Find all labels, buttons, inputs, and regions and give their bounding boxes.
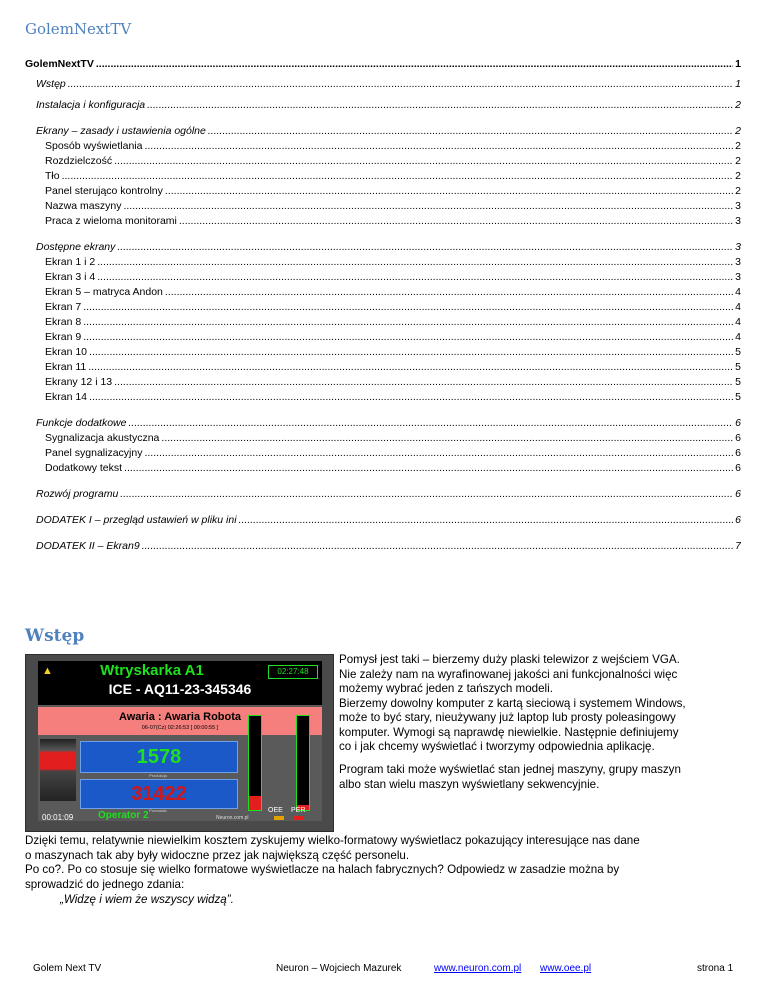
clock-display: 02:27:48 (268, 665, 318, 679)
toc-entry[interactable] (25, 300, 741, 315)
toc-dot-leader (165, 184, 733, 199)
toc-entry[interactable] (25, 57, 741, 72)
toc-entry[interactable] (25, 255, 741, 270)
alarm-banner (38, 707, 322, 735)
toc-entry[interactable] (25, 539, 741, 554)
footer-left: Golem Next TV (33, 963, 102, 974)
toc-entry-title: Rozwój programu (36, 488, 119, 500)
toc-entry-page: 4 (735, 286, 741, 298)
quote: „Widzę i wiem że wszyscy widzą”. (60, 893, 234, 906)
footer-page: strona 1 (697, 963, 734, 974)
toc-entry-title: Rozdzielczość (45, 155, 113, 167)
toc-entry-title: Ekran 8 (45, 316, 82, 328)
toc-entry[interactable] (25, 199, 741, 214)
toc-entry-page: 6 (735, 488, 741, 500)
toc-entry-page: 3 (735, 256, 741, 268)
toc-dot-leader (83, 315, 733, 330)
toc-entry[interactable] (25, 375, 741, 390)
toc-entry-page: 6 (735, 462, 741, 474)
toc-dot-leader (239, 513, 734, 528)
toc-entry-page: 5 (735, 391, 741, 403)
toc-entry[interactable] (25, 416, 741, 431)
toc-entry-title: DODATEK II – Ekran9 (36, 540, 140, 552)
operator-name: Operator 2 (98, 810, 149, 821)
toc-entry-title: Sygnalizacja akustyczna (45, 432, 160, 444)
toc-entry[interactable] (25, 285, 741, 300)
toc-entry-page: 2 (735, 155, 741, 167)
text-line: Nie zależy nam na wyrafinowanej jakości ani funkcjonalności więc (339, 667, 678, 681)
intro-paragraph (339, 653, 731, 755)
text-line: albo stan wielu maszyn wyświetlany sekwencyjnie. (339, 777, 600, 791)
toc-entry[interactable] (25, 487, 741, 502)
toc-entry-title: Panel sygnalizacyjny (45, 447, 143, 459)
toc-entry-title: Sposób wyświetlania (45, 140, 143, 152)
toc-entry-page: 2 (735, 99, 741, 111)
elapsed-time: 00:01:09 (42, 813, 74, 822)
toc-entry[interactable] (25, 139, 741, 154)
section-heading: Wstęp (25, 626, 85, 646)
toc-entry-title: Ekran 7 (45, 301, 82, 313)
toc-dot-leader (120, 487, 733, 502)
footer-link-oee-anchor[interactable]: www.oee.pl (540, 963, 592, 974)
document-title: GolemNextTV (25, 20, 132, 38)
toc-entry-page: 6 (735, 447, 741, 459)
oee-swatch (274, 816, 284, 820)
toc-entry-title: Dodatkowy tekst (45, 462, 123, 474)
toc-entry-page: 5 (735, 376, 741, 388)
toc-entry-title: Ekran 9 (45, 331, 82, 343)
remaining-counter (80, 779, 238, 809)
toc-entry-page: 6 (735, 432, 741, 444)
toc-entry-page: 5 (735, 346, 741, 358)
toc-entry-page: 4 (735, 301, 741, 313)
toc-dot-leader (165, 285, 733, 300)
toc-dot-leader (142, 539, 733, 554)
toc-dot-leader (88, 360, 733, 375)
toc-entry-title: Ekran 5 – matryca Andon (45, 286, 163, 298)
toc-entry-page: 6 (735, 417, 741, 429)
toc-entry[interactable] (25, 390, 741, 405)
toc-entry-page: 1 (735, 78, 741, 90)
toc-entry[interactable] (25, 77, 741, 92)
text-line: Bierzemy dowolny komputer z kartą sieciową i systemem Windows, (339, 696, 686, 710)
text-line: sprowadzić do jednego zdania: (25, 877, 185, 891)
text-line: Program taki może wyświetlać stan jednej maszyny, grupy maszyn (339, 763, 681, 776)
toc-entry-title: Dostępne ekrany (36, 241, 116, 253)
text-line: Po co?. Po co stosuje się wielko formatowe wyświetlacze na halach fabrycznych? Odpowiedz w zasadzie można by (25, 863, 620, 876)
toc-entry-title: GolemNextTV (25, 58, 94, 70)
text-line: Dzięki temu, relatywnie niewielkim kosztem zyskujemy wielko-formatowy wyświetlacz pokazujący interesujące nas dane (25, 834, 640, 847)
toc-entry-title: Nazwa maszyny (45, 200, 122, 212)
per-swatch (294, 816, 304, 820)
toc-dot-leader (147, 98, 733, 113)
toc-dot-leader (83, 300, 733, 315)
toc-entry-title: Ekran 14 (45, 391, 88, 403)
footer-author: Neuron – Wojciech Mazurek (276, 963, 402, 974)
toc-entry-page: 3 (735, 241, 741, 253)
toc-entry[interactable] (25, 360, 741, 375)
text-line: co i jak chcemy wyświetlać i tworzymy odpowiednia aplikację. (339, 740, 655, 753)
machine-name: Wtryskarka A1 (100, 662, 204, 679)
toc-dot-leader (83, 330, 733, 345)
production-counter-value: 1578 (136, 746, 182, 768)
toc-entry-page: 3 (735, 271, 741, 283)
text-line: komputer. Wymogi są naprawdę niewielkie. Następnie definiujemy (339, 725, 679, 739)
production-counter (80, 741, 238, 773)
toc-entry[interactable] (25, 169, 741, 184)
text-line: możemy wybrać jeden z tańszych modeli. (339, 682, 553, 695)
toc-dot-leader (97, 270, 733, 285)
toc-entry-page: 4 (735, 316, 741, 328)
program-paragraph (339, 763, 731, 792)
app-screenshot (25, 654, 334, 832)
toc-entry[interactable] (25, 98, 741, 113)
toc-dot-leader (89, 390, 733, 405)
toc-dot-leader (114, 154, 733, 169)
toc-entry-title: Instalacja i konfiguracja (36, 99, 146, 111)
status-light-icon (40, 739, 76, 801)
toc-dot-leader (144, 139, 733, 154)
toc-entry[interactable] (25, 345, 741, 360)
toc-entry-title: Ekran 1 i 2 (45, 256, 96, 268)
body-paragraph (25, 834, 741, 892)
toc-entry-page: 1 (735, 58, 741, 70)
toc-entry[interactable] (25, 124, 741, 139)
toc-entry[interactable] (25, 154, 741, 169)
toc-entry[interactable] (25, 330, 741, 345)
remaining-counter-value: 31422 (131, 783, 187, 805)
toc-entry[interactable] (25, 270, 741, 285)
toc-dot-leader (62, 169, 734, 184)
toc-dot-leader (128, 416, 733, 431)
footer-link-neuron[interactable] (434, 963, 521, 974)
remaining-caption: Pozostało (149, 808, 167, 813)
toc-entry-page: 5 (735, 361, 741, 373)
toc-dot-leader (117, 240, 733, 255)
toc-dot-leader (124, 461, 733, 476)
toc-dot-leader (96, 57, 733, 72)
toc-entry-title: Funkcje dodatkowe (36, 417, 127, 429)
footer-link-neuron-anchor[interactable]: www.neuron.com.pl (434, 963, 522, 974)
toc-entry[interactable] (25, 240, 741, 255)
screenshot-display (38, 661, 322, 821)
warning-icon: ▲ (42, 665, 53, 677)
toc-entry-title: Praca z wieloma monitorami (45, 215, 177, 227)
footer-link-oee[interactable] (540, 963, 591, 974)
toc-entry[interactable] (25, 184, 741, 199)
toc-entry-page: 6 (735, 514, 741, 526)
toc-dot-leader (161, 431, 733, 446)
toc-entry-title: DODATEK I – przegląd ustawień w pliku ini (36, 514, 237, 526)
toc-entry[interactable] (25, 513, 741, 528)
toc-dot-leader (123, 199, 733, 214)
toc-dot-leader (179, 214, 733, 229)
toc-entry[interactable] (25, 461, 741, 476)
toc-entry-title: Wstęp (36, 78, 66, 90)
alarm-detail: 06-07(Cz) 02:26:53 [ 00:00:55 ] (141, 725, 219, 731)
toc-entry-page: 3 (735, 215, 741, 227)
toc-entry-page: 2 (735, 125, 741, 137)
toc-dot-leader (114, 375, 733, 390)
site-url: Neuron.com.pl (216, 815, 249, 821)
toc-entry-page: 2 (735, 140, 741, 152)
toc-entry-title: Ekran 3 i 4 (45, 271, 96, 283)
per-label: PER (291, 807, 306, 814)
toc-dot-leader (144, 446, 733, 461)
toc-entry-page: 4 (735, 331, 741, 343)
oee-gauge-fill (249, 796, 261, 810)
per-gauge (296, 715, 310, 811)
text-line: o maszynach tak aby były widoczne przez jak największą część personelu. (25, 848, 410, 862)
toc-entry[interactable] (25, 446, 741, 461)
toc-entry[interactable] (25, 431, 741, 446)
toc-entry-title: Ekrany 12 i 13 (45, 376, 113, 388)
text-line: może to być stary, nieużywany już laptop lub prosty poleasingowy (339, 711, 676, 724)
toc-entry[interactable] (25, 214, 741, 229)
toc-entry-title: Panel sterująco kontrolny (45, 185, 163, 197)
production-caption: Produkcja (149, 773, 167, 778)
toc-entry-page: 2 (735, 185, 741, 197)
toc-entry-page: 7 (735, 540, 741, 552)
toc-entry-title: Ekran 11 (45, 361, 87, 373)
oee-gauge (248, 715, 262, 811)
toc-dot-leader (68, 77, 733, 92)
toc-entry-title: Tło (45, 170, 60, 182)
toc-entry-page: 3 (735, 200, 741, 212)
order-code: ICE - AQ11-23-345346 (108, 681, 252, 697)
text-line: Pomysł jest taki – bierzemy duży plaski telewizor z wejściem VGA. (339, 653, 680, 666)
toc-dot-leader (97, 255, 733, 270)
toc-entry[interactable] (25, 315, 741, 330)
toc-dot-leader (89, 345, 733, 360)
toc-entry-page: 2 (735, 170, 741, 182)
screenshot-header (38, 661, 322, 705)
oee-label: OEE (268, 807, 283, 814)
toc-dot-leader (208, 124, 733, 139)
toc-entry-title: Ekrany – zasady i ustawienia ogólne (36, 125, 206, 137)
toc-entry-title: Ekran 10 (45, 346, 88, 358)
alarm-title: Awaria : Awaria Robota (118, 711, 242, 723)
